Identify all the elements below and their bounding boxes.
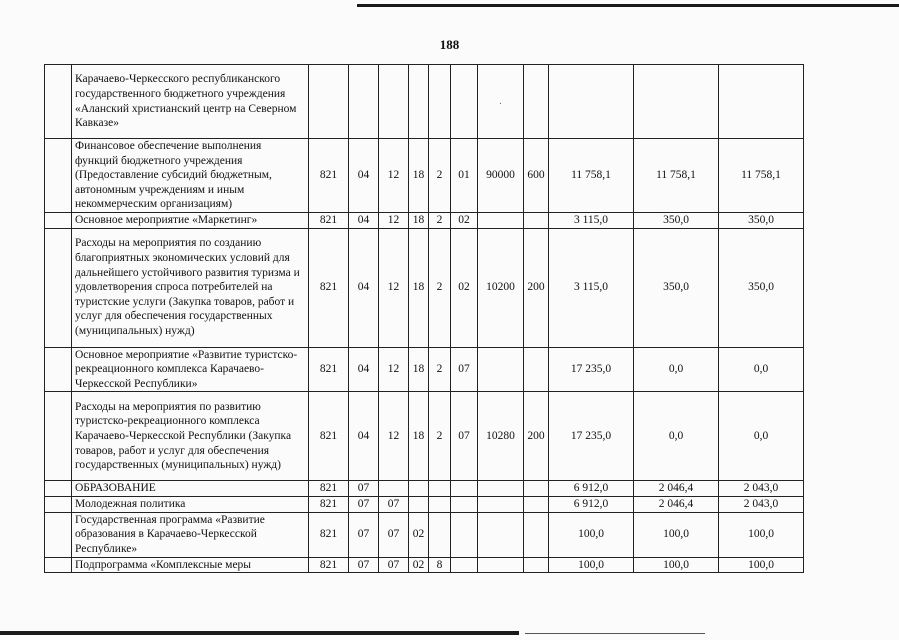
amount-year-2 — [634, 65, 719, 139]
code-subprogram: 2 — [429, 212, 451, 228]
code-ministry: 821 — [309, 557, 349, 573]
budget-table — [44, 64, 804, 573]
bottom-rule — [0, 631, 519, 635]
code-section: 07 — [349, 557, 379, 573]
amount-year-3: 11 758,1 — [719, 139, 804, 213]
row-description: ОБРАЗОВАНИЕ — [72, 481, 309, 497]
top-rule — [357, 4, 899, 7]
code-ministry: 821 — [309, 481, 349, 497]
code-ministry: 821 — [309, 139, 349, 213]
code-direction — [478, 347, 524, 392]
stray-dot-mark: . — [499, 96, 502, 107]
code-event — [451, 557, 478, 573]
amount-year-1: 6 912,0 — [549, 496, 634, 512]
code-direction — [478, 512, 524, 557]
row-description: Расходы на мероприятия по созданию благоприятных экономических условий для дальнейшего устойчивого развития туризма и удовлетворения спроса потребителей на туристские услуги (Закупка товаров, работ и услуг для обеспечения государственных (муниципальных) нужд) — [72, 228, 309, 347]
amount-year-2: 100,0 — [634, 557, 719, 573]
table-row — [45, 512, 804, 557]
row-description: Основное мероприятие «Маркетинг» — [72, 212, 309, 228]
code-subsection — [379, 65, 409, 139]
amount-year-1: 100,0 — [549, 512, 634, 557]
code-ministry: 821 — [309, 392, 349, 481]
code-event: 01 — [451, 139, 478, 213]
code-program: 18 — [409, 228, 429, 347]
code-subsection: 12 — [379, 212, 409, 228]
code-section: 04 — [349, 228, 379, 347]
amount-year-1 — [549, 65, 634, 139]
amount-year-2: 350,0 — [634, 228, 719, 347]
code-expense-type — [524, 512, 549, 557]
code-subprogram: 8 — [429, 557, 451, 573]
code-expense-type — [524, 347, 549, 392]
code-expense-type — [524, 557, 549, 573]
row-margin-cell — [45, 139, 72, 213]
table-row — [45, 228, 804, 347]
amount-year-1: 3 115,0 — [549, 228, 634, 347]
row-description: Карачаево-Черкесского республиканского государственного бюджетного учреждения «Аланский христианский центр на Северном Кавказе» — [72, 65, 309, 139]
amount-year-1: 17 235,0 — [549, 347, 634, 392]
table-row — [45, 139, 804, 213]
code-subsection: 12 — [379, 392, 409, 481]
code-direction — [478, 557, 524, 573]
code-ministry: 821 — [309, 212, 349, 228]
row-margin-cell — [45, 496, 72, 512]
code-direction — [478, 496, 524, 512]
table-row — [45, 212, 804, 228]
table-row — [45, 392, 804, 481]
row-description: Государственная программа «Развитие образования в Карачаево-Черкесской Республике» — [72, 512, 309, 557]
amount-year-3 — [719, 65, 804, 139]
code-subprogram — [429, 512, 451, 557]
row-description: Молодежная политика — [72, 496, 309, 512]
code-ministry: 821 — [309, 228, 349, 347]
row-description: Финансовое обеспечение выполнения функций бюджетного учреждения (Предоставление субсидий бюджетным, автономным учреждениям и иным некоммерческим организациям) — [72, 139, 309, 213]
amount-year-1: 11 758,1 — [549, 139, 634, 213]
table-row — [45, 481, 804, 497]
code-event: 02 — [451, 228, 478, 347]
table-row — [45, 65, 804, 139]
code-program — [409, 496, 429, 512]
code-section: 04 — [349, 139, 379, 213]
code-subsection — [379, 481, 409, 497]
code-event: 07 — [451, 347, 478, 392]
code-section: 04 — [349, 392, 379, 481]
table-row — [45, 557, 804, 573]
code-subprogram — [429, 65, 451, 139]
code-subprogram: 2 — [429, 139, 451, 213]
code-event: 02 — [451, 212, 478, 228]
code-expense-type — [524, 212, 549, 228]
code-direction — [478, 481, 524, 497]
amount-year-3: 100,0 — [719, 512, 804, 557]
code-subsection: 07 — [379, 496, 409, 512]
code-direction: 90000 — [478, 139, 524, 213]
code-section — [349, 65, 379, 139]
table-row — [45, 496, 804, 512]
code-expense-type — [524, 481, 549, 497]
amount-year-3: 2 043,0 — [719, 481, 804, 497]
code-program: 02 — [409, 557, 429, 573]
amount-year-1: 17 235,0 — [549, 392, 634, 481]
code-subsection: 07 — [379, 557, 409, 573]
code-program: 18 — [409, 347, 429, 392]
page-number: 188 — [439, 37, 460, 52]
code-ministry — [309, 65, 349, 139]
code-direction: 10280 — [478, 392, 524, 481]
row-margin-cell — [45, 228, 72, 347]
code-ministry: 821 — [309, 512, 349, 557]
code-subprogram: 2 — [429, 392, 451, 481]
row-margin-cell — [45, 347, 72, 392]
code-direction — [478, 65, 524, 139]
amount-year-3: 2 043,0 — [719, 496, 804, 512]
table-row — [45, 347, 804, 392]
code-expense-type: 200 — [524, 228, 549, 347]
amount-year-2: 0,0 — [634, 392, 719, 481]
code-subsection: 12 — [379, 228, 409, 347]
code-subsection: 07 — [379, 512, 409, 557]
code-ministry: 821 — [309, 347, 349, 392]
row-margin-cell — [45, 65, 72, 139]
code-subprogram — [429, 481, 451, 497]
code-program: 18 — [409, 139, 429, 213]
amount-year-1: 100,0 — [549, 557, 634, 573]
code-ministry: 821 — [309, 496, 349, 512]
row-margin-cell — [45, 392, 72, 481]
amount-year-2: 350,0 — [634, 212, 719, 228]
code-program: 02 — [409, 512, 429, 557]
row-description: Основное мероприятие «Развитие туристско-рекреационного комплекса Карачаево-Черкесской Республики» — [72, 347, 309, 392]
code-program — [409, 65, 429, 139]
amount-year-2: 0,0 — [634, 347, 719, 392]
code-subsection: 12 — [379, 347, 409, 392]
amount-year-1: 3 115,0 — [549, 212, 634, 228]
amount-year-2: 11 758,1 — [634, 139, 719, 213]
amount-year-1: 6 912,0 — [549, 481, 634, 497]
code-subprogram: 2 — [429, 228, 451, 347]
code-event — [451, 512, 478, 557]
code-direction — [478, 212, 524, 228]
amount-year-3: 0,0 — [719, 347, 804, 392]
row-margin-cell — [45, 512, 72, 557]
code-expense-type: 600 — [524, 139, 549, 213]
code-direction: 10200 — [478, 228, 524, 347]
row-description: Расходы на мероприятия по развитию туристско-рекреационного комплекса Карачаево-Черкесской Республики (Закупка товаров, работ и услуг для обеспечения государственных (муниципальных) нужд) — [72, 392, 309, 481]
amount-year-3: 350,0 — [719, 212, 804, 228]
amount-year-3: 100,0 — [719, 557, 804, 573]
code-subprogram: 2 — [429, 347, 451, 392]
code-subprogram — [429, 496, 451, 512]
code-expense-type — [524, 496, 549, 512]
code-program: 18 — [409, 392, 429, 481]
amount-year-2: 2 046,4 — [634, 496, 719, 512]
amount-year-2: 100,0 — [634, 512, 719, 557]
code-subsection: 12 — [379, 139, 409, 213]
code-event — [451, 481, 478, 497]
row-description: Подпрограмма «Комплексные меры — [72, 557, 309, 573]
code-program: 18 — [409, 212, 429, 228]
code-section: 07 — [349, 496, 379, 512]
code-section: 07 — [349, 512, 379, 557]
code-event: 07 — [451, 392, 478, 481]
row-margin-cell — [45, 557, 72, 573]
code-expense-type — [524, 65, 549, 139]
code-section: 07 — [349, 481, 379, 497]
code-expense-type: 200 — [524, 392, 549, 481]
row-margin-cell — [45, 481, 72, 497]
code-section: 04 — [349, 347, 379, 392]
bottom-rule-thin — [525, 633, 705, 634]
code-event — [451, 65, 478, 139]
row-margin-cell — [45, 212, 72, 228]
code-program — [409, 481, 429, 497]
amount-year-3: 350,0 — [719, 228, 804, 347]
amount-year-3: 0,0 — [719, 392, 804, 481]
code-section: 04 — [349, 212, 379, 228]
code-event — [451, 496, 478, 512]
amount-year-2: 2 046,4 — [634, 481, 719, 497]
